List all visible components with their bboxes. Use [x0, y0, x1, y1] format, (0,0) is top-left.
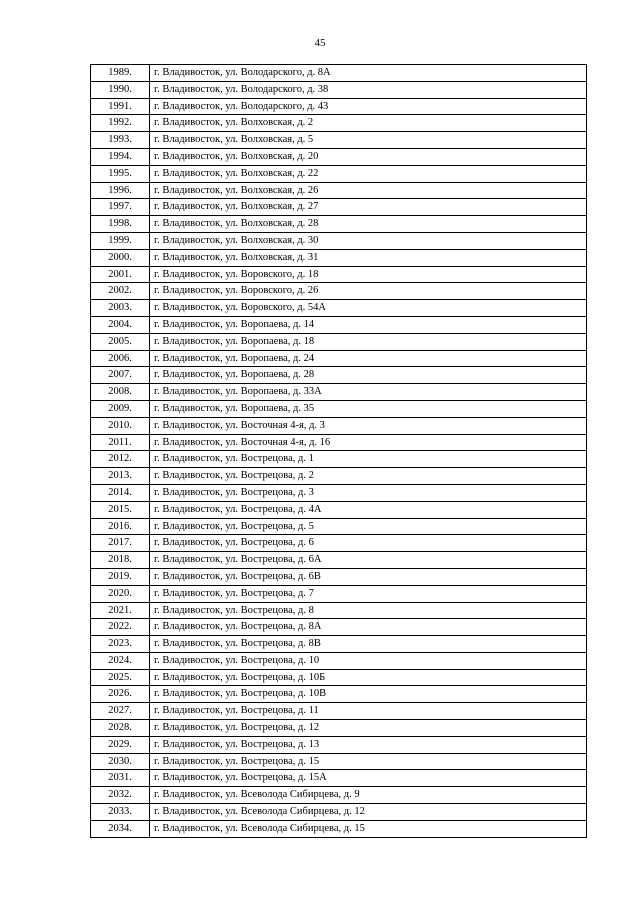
row-address: г. Владивосток, ул. Вострецова, д. 11 [150, 703, 587, 720]
table-row [91, 484, 587, 501]
row-address: г. Владивосток, ул. Вострецова, д. 8В [150, 636, 587, 653]
table-row [91, 703, 587, 720]
row-address: г. Владивосток, ул. Волховская, д. 28 [150, 216, 587, 233]
row-number: 2031. [91, 770, 150, 787]
row-address: г. Владивосток, ул. Волховская, д. 27 [150, 199, 587, 216]
row-number: 2021. [91, 602, 150, 619]
table-row [91, 820, 587, 837]
table-row [91, 568, 587, 585]
table-row [91, 787, 587, 804]
row-number: 2034. [91, 820, 150, 837]
table-row [91, 199, 587, 216]
row-address: г. Владивосток, ул. Володарского, д. 38 [150, 81, 587, 98]
row-number: 2010. [91, 417, 150, 434]
table-row [91, 552, 587, 569]
row-number: 2020. [91, 585, 150, 602]
row-number: 2026. [91, 686, 150, 703]
table-row [91, 652, 587, 669]
row-number: 2022. [91, 619, 150, 636]
row-address: г. Владивосток, ул. Воропаева, д. 35 [150, 400, 587, 417]
table-row [91, 367, 587, 384]
row-number: 2016. [91, 518, 150, 535]
table-row [91, 736, 587, 753]
row-number: 1990. [91, 81, 150, 98]
row-number: 2003. [91, 300, 150, 317]
row-address: г. Владивосток, ул. Воровского, д. 26 [150, 283, 587, 300]
row-number: 2000. [91, 249, 150, 266]
row-number: 2006. [91, 350, 150, 367]
row-number: 1998. [91, 216, 150, 233]
table-row [91, 266, 587, 283]
row-address: г. Владивосток, ул. Вострецова, д. 6В [150, 568, 587, 585]
row-number: 2028. [91, 720, 150, 737]
table-row [91, 400, 587, 417]
table-row [91, 165, 587, 182]
table-row [91, 81, 587, 98]
row-address: г. Владивосток, ул. Восточная 4-я, д. 16 [150, 434, 587, 451]
row-address: г. Владивосток, ул. Вострецова, д. 10 [150, 652, 587, 669]
row-number: 2004. [91, 316, 150, 333]
row-address: г. Владивосток, ул. Вострецова, д. 6 [150, 535, 587, 552]
row-address: г. Владивосток, ул. Вострецова, д. 8 [150, 602, 587, 619]
table-row [91, 115, 587, 132]
row-address: г. Владивосток, ул. Воропаева, д. 33А [150, 384, 587, 401]
row-number: 2025. [91, 669, 150, 686]
row-number: 2009. [91, 400, 150, 417]
row-address: г. Владивосток, ул. Вострецова, д. 4А [150, 501, 587, 518]
table-row [91, 804, 587, 821]
row-address: г. Владивосток, ул. Волховская, д. 26 [150, 182, 587, 199]
table-row [91, 501, 587, 518]
row-number: 2005. [91, 333, 150, 350]
row-number: 2027. [91, 703, 150, 720]
row-address: г. Владивосток, ул. Всеволода Сибирцева, д. 9 [150, 787, 587, 804]
row-address: г. Владивосток, ул. Вострецова, д. 8А [150, 619, 587, 636]
row-address: г. Владивосток, ул. Вострецова, д. 2 [150, 468, 587, 485]
row-number: 2019. [91, 568, 150, 585]
row-number: 2002. [91, 283, 150, 300]
row-address: г. Владивосток, ул. Воропаева, д. 28 [150, 367, 587, 384]
table-row [91, 518, 587, 535]
row-address: г. Владивосток, ул. Волховская, д. 20 [150, 148, 587, 165]
row-address: г. Владивосток, ул. Волховская, д. 22 [150, 165, 587, 182]
table-row [91, 770, 587, 787]
row-number: 2001. [91, 266, 150, 283]
table-row [91, 619, 587, 636]
table-row [91, 333, 587, 350]
table-row [91, 132, 587, 149]
table-row [91, 283, 587, 300]
table-row [91, 602, 587, 619]
row-address: г. Владивосток, ул. Вострецова, д. 15А [150, 770, 587, 787]
row-address: г. Владивосток, ул. Володарского, д. 8А [150, 65, 587, 82]
table-row [91, 300, 587, 317]
table-row [91, 753, 587, 770]
row-number: 1997. [91, 199, 150, 216]
row-address: г. Владивосток, ул. Восточная 4-я, д. 3 [150, 417, 587, 434]
row-address: г. Владивосток, ул. Вострецова, д. 13 [150, 736, 587, 753]
row-address: г. Владивосток, ул. Волховская, д. 30 [150, 232, 587, 249]
row-number: 2023. [91, 636, 150, 653]
page-number: 45 [314, 37, 326, 49]
row-address: г. Владивосток, ул. Воропаева, д. 14 [150, 316, 587, 333]
row-number: 1991. [91, 98, 150, 115]
row-number: 2030. [91, 753, 150, 770]
row-address: г. Владивосток, ул. Вострецова, д. 5 [150, 518, 587, 535]
row-address: г. Владивосток, ул. Воропаева, д. 18 [150, 333, 587, 350]
row-number: 1993. [91, 132, 150, 149]
row-number: 2029. [91, 736, 150, 753]
address-table-body [91, 65, 587, 838]
row-number: 2011. [91, 434, 150, 451]
row-number: 1995. [91, 165, 150, 182]
row-address: г. Владивосток, ул. Вострецова, д. 3 [150, 484, 587, 501]
row-number: 1994. [91, 148, 150, 165]
row-number: 2012. [91, 451, 150, 468]
row-address: г. Владивосток, ул. Володарского, д. 43 [150, 98, 587, 115]
row-address: г. Владивосток, ул. Вострецова, д. 10Б [150, 669, 587, 686]
row-address: г. Владивосток, ул. Волховская, д. 31 [150, 249, 587, 266]
table-row [91, 434, 587, 451]
row-address: г. Владивосток, ул. Вострецова, д. 10В [150, 686, 587, 703]
row-number: 2007. [91, 367, 150, 384]
table-row [91, 585, 587, 602]
table-row [91, 669, 587, 686]
row-number: 1992. [91, 115, 150, 132]
row-address: г. Владивосток, ул. Вострецова, д. 1 [150, 451, 587, 468]
table-row [91, 232, 587, 249]
row-address: г. Владивосток, ул. Воропаева, д. 24 [150, 350, 587, 367]
row-number: 2013. [91, 468, 150, 485]
row-number: 2008. [91, 384, 150, 401]
table-row [91, 350, 587, 367]
table-row [91, 65, 587, 82]
table-row [91, 636, 587, 653]
row-number: 2032. [91, 787, 150, 804]
table-row [91, 535, 587, 552]
row-address: г. Владивосток, ул. Волховская, д. 2 [150, 115, 587, 132]
table-row [91, 384, 587, 401]
table-row [91, 468, 587, 485]
row-address: г. Владивосток, ул. Вострецова, д. 6А [150, 552, 587, 569]
row-number: 2024. [91, 652, 150, 669]
address-table [90, 64, 587, 838]
table-row [91, 182, 587, 199]
row-number: 2017. [91, 535, 150, 552]
row-address: г. Владивосток, ул. Воровского, д. 18 [150, 266, 587, 283]
table-row [91, 720, 587, 737]
row-number: 1999. [91, 232, 150, 249]
table-row [91, 451, 587, 468]
table-row [91, 98, 587, 115]
row-address: г. Владивосток, ул. Воровского, д. 54А [150, 300, 587, 317]
table-row [91, 417, 587, 434]
row-number: 2014. [91, 484, 150, 501]
row-address: г. Владивосток, ул. Вострецова, д. 15 [150, 753, 587, 770]
table-row [91, 216, 587, 233]
row-number: 2033. [91, 804, 150, 821]
row-number: 2018. [91, 552, 150, 569]
row-address: г. Владивосток, ул. Всеволода Сибирцева, д. 15 [150, 820, 587, 837]
table-row [91, 686, 587, 703]
row-number: 1989. [91, 65, 150, 82]
row-address: г. Владивосток, ул. Вострецова, д. 7 [150, 585, 587, 602]
row-number: 2015. [91, 501, 150, 518]
table-row [91, 148, 587, 165]
row-address: г. Владивосток, ул. Вострецова, д. 12 [150, 720, 587, 737]
row-address: г. Владивосток, ул. Волховская, д. 5 [150, 132, 587, 149]
row-number: 1996. [91, 182, 150, 199]
table-row [91, 249, 587, 266]
row-address: г. Владивосток, ул. Всеволода Сибирцева, д. 12 [150, 804, 587, 821]
table-row [91, 316, 587, 333]
